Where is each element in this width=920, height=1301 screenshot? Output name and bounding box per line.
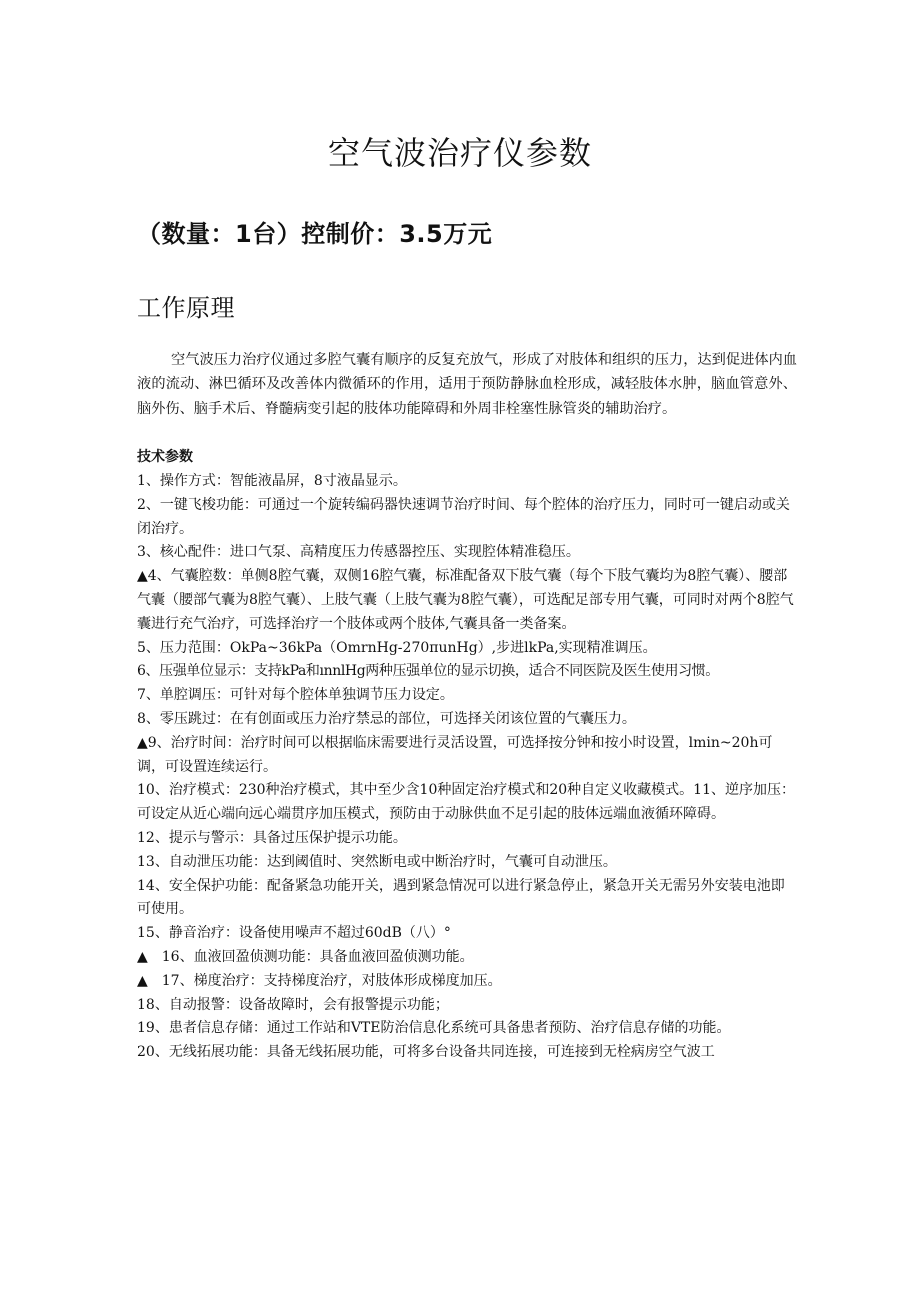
- param-item: 3、核心配件：进口气泵、高精度压力传感器控压、实现腔体精准稳压。: [137, 544, 580, 561]
- param-item: 15、静音治疗：设备使用噪声不超过60dB（八）°: [137, 925, 451, 942]
- param-item: 18、自动报警：设备故障时，会有报警提示功能；: [137, 996, 449, 1013]
- param-item: 2、一键飞梭功能：可通过一个旋转编码器快速调节治疗时间、每个腔体的治疗压力，同时可一键启动或关闭治疗。: [137, 496, 790, 537]
- param-item: ▲4、气囊腔数：单侧8腔气囊，双侧16腔气囊，标准配备双下肢气囊（每个下肢气囊均为8腔气囊）、腰部气囊（腰部气囊为8腔气囊）、上肢气囊（上肢气囊为8腔气囊），可选配足部专用气囊，可同时对两个8腔气囊进行充气治疗，可选择治疗一个肢体或两个肢体,气囊具备一类备案。: [137, 568, 794, 632]
- tech-params-heading: 技术参数: [137, 449, 193, 465]
- param-item: 20、无线拓展功能：具备无线拓展功能，可将多台设备共同连接，可连接到无栓病房空气波工: [137, 1044, 715, 1061]
- intro-paragraph: 空气波压力治疗仪通过多腔气囊有顺序的反复充放气，形成了对肢体和组织的压力，达到促进体内血液的流动、淋巴循环及改善体内微循环的作用，适用于预防静脉血栓形成，减轻肢体水肿，脑血管意外、脑外伤、脑手术后、脊髓病变引起的肢体功能障碍和外周非栓塞性脉管炎的辅助治疗。: [137, 352, 797, 417]
- param-item: 6、压强单位显示：支持kPa和ınnlHg两种压强单位的显示切换，适合不同医院及医生使用习惯。: [137, 663, 719, 680]
- page-title: 空气波治疗仪参数: [327, 134, 592, 172]
- param-item: 1、操作方式：智能液晶屏，8寸液晶显示。: [137, 473, 407, 489]
- section-heading-working-principle: 工作原理: [137, 294, 235, 322]
- param-item: ▲ 17、梯度治疗：支持梯度治疗，对肢体形成梯度加压。: [137, 972, 502, 989]
- param-item: 19、患者信息存储：通过工作站和VTE防治信息化系统可具备患者预防、治疗信息存储的功能。: [137, 1020, 731, 1037]
- quantity-price-line: （数量：1台）控制价：3.5万元: [137, 220, 493, 248]
- param-item: 14、安全保护功能：配备紧急功能开关，遇到紧急情况可以进行紧急停止，紧急开关无需另外安装电池即可使用。: [137, 877, 785, 918]
- param-item: 13、自动泄压功能：达到阈值时、突然断电或中断治疗时，气囊可自动泄压。: [137, 853, 617, 870]
- param-item: ▲9、治疗时间：治疗时间可以根据临床需要进行灵活设置，可选择按分钟和按小时设置，lmin~20h可调，可设置连续运行。: [137, 734, 773, 775]
- param-item: 10、治疗模式：230种治疗模式，其中至少含10种固定治疗模式和20种自定义收藏模式。11、逆序加压：可设定从近心端向远心端贯序加压模式，预防由于动脉供血不足引起的肢体远端血液循环障碍。: [137, 782, 795, 823]
- param-item: 5、压力范围：OkPa~36kPa（OmrnHg-270πunHg）,步进lkPa,实现精准调压。: [137, 639, 657, 656]
- param-item: 7、单腔调压：可针对每个腔体单独调节压力设定。: [137, 687, 454, 704]
- tech-params-list: [137, 470, 797, 1065]
- param-item: ▲ 16、血液回盈侦测功能：具备血液回盈侦测功能。: [137, 948, 474, 965]
- param-item: 12、提示与警示：具备过压保护提示功能。: [137, 829, 407, 846]
- param-item: 8、零压跳过：在有创面或压力治疗禁忌的部位，可选择关闭该位置的气囊压力。: [137, 710, 636, 727]
